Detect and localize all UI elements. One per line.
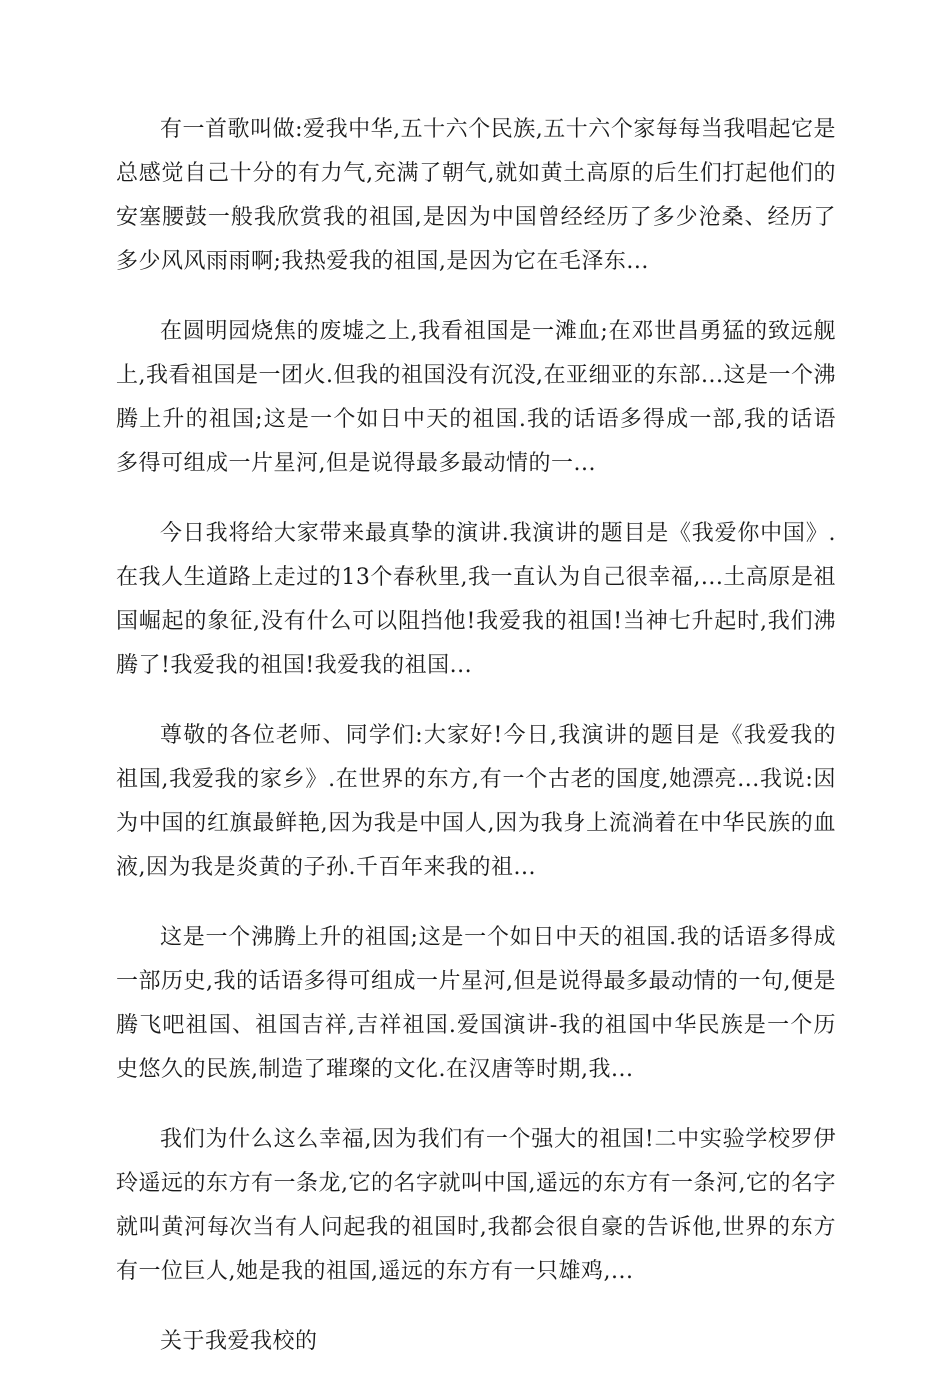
paragraph-3: 今日我将给大家带来最真挚的演讲.我演讲的题目是《我爱你中国》.在我人生道路上走过的13个春秋里,我一直认为自己很幸福,...土高原是祖国崛起的象征,没有什么可以阻挡他!我爱我的祖国!当神七升起时,我们沸腾了!我爱我的祖国!我爱我的祖国... <box>116 521 836 678</box>
paragraph-6: 我们为什么这么幸福,因为我们有一个强大的祖国!二中实验学校罗伊玲遥远的东方有一条龙,它的名字就叫中国,遥远的东方有一条河,它的名字就叫黄河每次当有人问起我的祖国时,我都会很自豪的告诉他,世界的东方有一位巨人,她是我的祖国,遥远的东方有一只雄鸡,... <box>116 1127 836 1284</box>
paragraph-5: 这是一个沸腾上升的祖国;这是一个如日中天的祖国.我的话语多得成一部历史,我的话语多得可组成一片星河,但是说得最多最动情的一句,便是腾飞吧祖国、祖国吉祥,吉祥祖国.爱国演讲-我的祖国中华民族是一个历史悠久的民族,制造了璀璨的文化.在汉唐等时期,我... <box>116 925 836 1082</box>
paragraph-4: 尊敬的各位老师、同学们:大家好!今日,我演讲的题目是《我爱我的祖国,我爱我的家乡》.在世界的东方,有一个古老的国度,她漂亮...我说:因为中国的红旗最鲜艳,因为我是中国人,因为我身上流淌着在中华民族的血液,因为我是炎黄的子孙.千百年来我的祖... <box>116 723 836 880</box>
document-body <box>116 108 836 1390</box>
paragraph-1: 有一首歌叫做:爱我中华,五十六个民族,五十六个家每每当我唱起它是总感觉自己十分的有力气,充满了朝气,就如黄土高原的后生们打起他们的安塞腰鼓一般我欣赏我的祖国,是因为中国曾经经历了多少沧桑、经历了多少风风雨雨啊;我热爱我的祖国,是因为它在毛泽东... <box>116 117 836 274</box>
paragraph-2: 在圆明园烧焦的废墟之上,我看祖国是一滩血;在邓世昌勇猛的致远舰上,我看祖国是一团火.但我的祖国没有沉没,在亚细亚的东部...这是一个沸腾上升的祖国;这是一个如日中天的祖国.我的话语多得成一部,我的话语多得可组成一片星河,但是说得最多最动情的一... <box>116 319 836 476</box>
paragraph-7: 关于我爱我校的 <box>160 1329 318 1354</box>
